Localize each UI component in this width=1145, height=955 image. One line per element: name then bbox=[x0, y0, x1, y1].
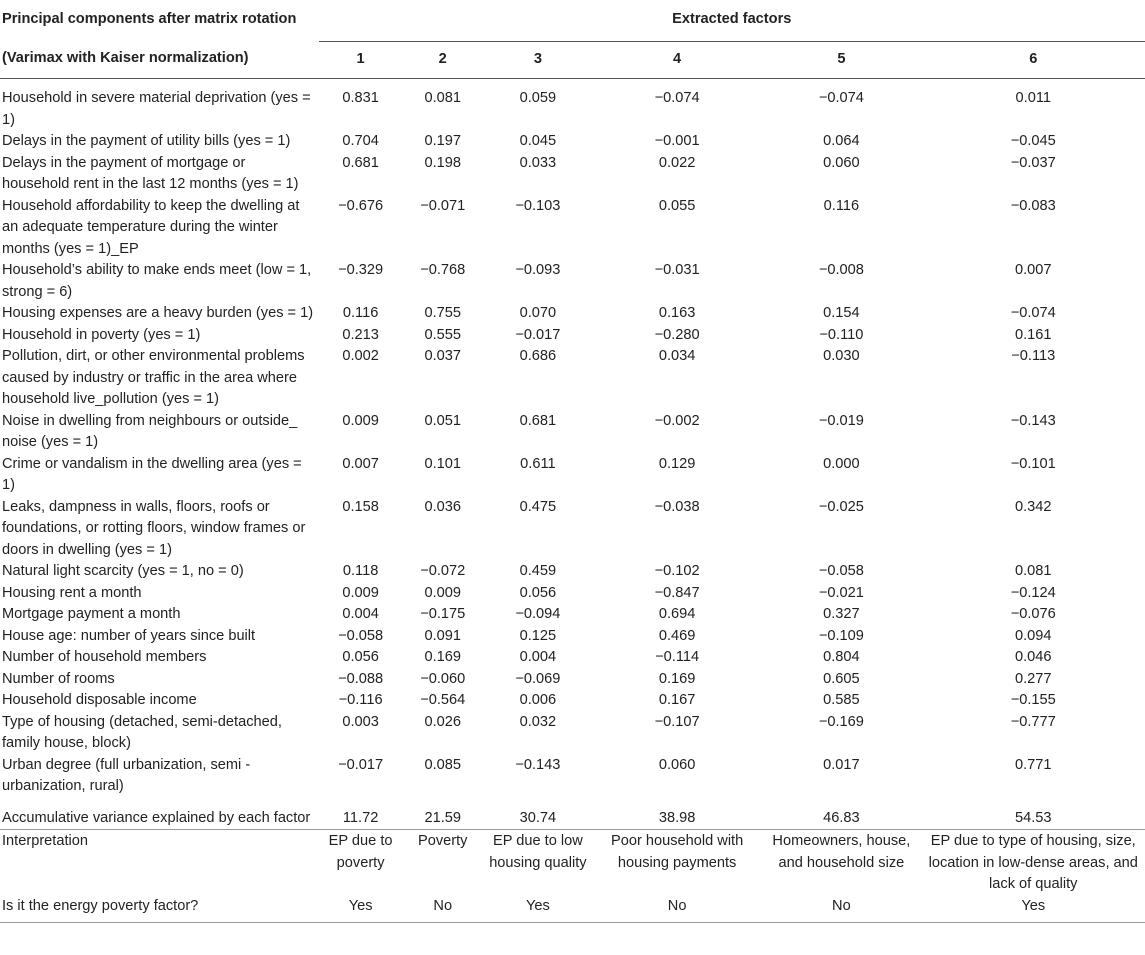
table-row bbox=[0, 669, 1145, 691]
table-row bbox=[0, 604, 1145, 626]
energy-poverty-cell: Yes bbox=[525, 897, 550, 914]
loading-cell: 0.081 bbox=[424, 90, 461, 106]
table-row bbox=[0, 454, 1145, 497]
table-row bbox=[0, 712, 1145, 755]
loading-cell: 0.032 bbox=[519, 713, 557, 730]
interpretation-row bbox=[0, 830, 1145, 896]
loading-cell: 0.004 bbox=[342, 606, 379, 622]
variance-cell: 11.72 bbox=[342, 809, 379, 826]
loading-cell: −0.072 bbox=[420, 563, 466, 579]
loading-cell: 0.002 bbox=[342, 348, 379, 364]
row-label: Mortgage payment a month bbox=[2, 606, 181, 622]
loading-cell: −0.058 bbox=[818, 563, 864, 579]
factor-header: 2 bbox=[403, 41, 483, 79]
loading-cell: −0.114 bbox=[655, 649, 700, 665]
loading-cell: −0.038 bbox=[654, 498, 700, 515]
loading-cell: −0.019 bbox=[818, 412, 864, 429]
loading-cell: 0.116 bbox=[342, 305, 379, 321]
row-label: Type of housing (detached, semi-detached, family house, block) bbox=[2, 713, 282, 751]
loading-cell: 0.704 bbox=[342, 133, 379, 149]
row-label: Crime or vandalism in the dwelling area (yes = 1) bbox=[2, 455, 302, 493]
row-label: Interpretation bbox=[2, 833, 88, 849]
row-label: House age: number of years since built bbox=[2, 627, 256, 644]
loading-cell: 0.154 bbox=[823, 305, 860, 321]
loading-cell: 0.037 bbox=[424, 348, 461, 364]
loading-cell: −0.017 bbox=[515, 326, 561, 343]
loading-cell: 0.026 bbox=[424, 713, 461, 730]
table-row bbox=[0, 303, 1145, 325]
variance-cell: 38.98 bbox=[658, 809, 696, 826]
loading-cell: 0.033 bbox=[519, 154, 557, 171]
loading-cell: −0.113 bbox=[1011, 348, 1056, 364]
variance-cell: 30.74 bbox=[519, 809, 557, 826]
loading-cell: 0.017 bbox=[823, 756, 860, 773]
loading-cell: −0.107 bbox=[654, 713, 700, 730]
loading-cell: 0.064 bbox=[823, 133, 860, 149]
loading-cell: −0.109 bbox=[818, 627, 864, 644]
loading-cell: 0.605 bbox=[823, 670, 860, 687]
loading-cell: −0.008 bbox=[818, 262, 864, 278]
loading-cell: 0.060 bbox=[823, 154, 860, 171]
loading-cell: 0.011 bbox=[1015, 90, 1051, 106]
factor-header: 1 bbox=[319, 41, 403, 79]
table-row bbox=[0, 626, 1145, 648]
loading-cell: −0.777 bbox=[1010, 713, 1056, 730]
table-row bbox=[0, 497, 1145, 562]
loading-cell: −0.564 bbox=[420, 692, 466, 708]
factor-header: 6 bbox=[922, 41, 1145, 79]
loading-cell: −0.045 bbox=[1010, 133, 1056, 149]
loading-cell: −0.110 bbox=[819, 326, 864, 343]
loading-cell: −0.025 bbox=[818, 498, 864, 515]
loading-cell: 0.101 bbox=[424, 455, 461, 472]
row-label: Household disposable income bbox=[2, 692, 197, 708]
loading-cell: 0.277 bbox=[1014, 670, 1052, 687]
loading-cell: 0.755 bbox=[424, 305, 461, 321]
loading-cell: −0.060 bbox=[420, 670, 466, 687]
row-label: Delays in the payment of mortgage or household rent in the last 12 months (yes = 1) bbox=[2, 154, 299, 192]
row-label: Housing expenses are a heavy burden (yes = 1) bbox=[2, 305, 314, 321]
loading-cell: 0.056 bbox=[342, 649, 379, 665]
interpretation-cell: EP due to poverty bbox=[328, 833, 393, 871]
table-row bbox=[0, 153, 1145, 196]
loading-cell: −0.021 bbox=[818, 584, 864, 601]
loading-cell: 0.831 bbox=[342, 90, 379, 106]
loading-cell: 0.169 bbox=[424, 649, 461, 665]
loading-cell: −0.002 bbox=[654, 412, 700, 429]
loading-cell: 0.197 bbox=[424, 133, 461, 149]
loading-cell: 0.167 bbox=[658, 692, 696, 708]
loading-cell: 0.555 bbox=[424, 326, 461, 343]
row-label: Is it the energy poverty factor? bbox=[2, 897, 199, 914]
loading-cell: 0.585 bbox=[823, 692, 860, 708]
loading-cell: 0.342 bbox=[1014, 498, 1052, 515]
loading-cell: 0.771 bbox=[1014, 756, 1052, 773]
loading-cell: −0.069 bbox=[515, 670, 561, 687]
loading-cell: 0.059 bbox=[519, 90, 557, 106]
loading-cell: −0.058 bbox=[338, 627, 384, 644]
loading-cell: 0.009 bbox=[342, 412, 379, 429]
loading-cell: −0.155 bbox=[1010, 692, 1056, 708]
table-row bbox=[0, 325, 1145, 347]
loading-cell: 0.681 bbox=[519, 412, 557, 429]
table-row bbox=[0, 79, 1145, 132]
loading-cell: 0.091 bbox=[424, 627, 461, 644]
table-row bbox=[0, 690, 1145, 712]
table-row bbox=[0, 561, 1145, 583]
row-label: Leaks, dampness in walls, floors, roofs or foundations, or rotting floors, window frames or doors in dwelling (yes = 1) bbox=[2, 498, 306, 558]
interpretation-cell: EP due to low housing quality bbox=[489, 833, 587, 871]
loading-cell: −0.124 bbox=[1010, 584, 1056, 601]
loading-cell: −0.094 bbox=[515, 606, 561, 622]
loading-cell: 0.094 bbox=[1014, 627, 1052, 644]
table-row bbox=[0, 196, 1145, 261]
loading-cell: 0.198 bbox=[424, 154, 461, 171]
loading-cell: 0.116 bbox=[823, 197, 860, 214]
loading-cell: 0.161 bbox=[1014, 326, 1052, 343]
loading-cell: 0.081 bbox=[1014, 563, 1052, 579]
loading-cell: −0.329 bbox=[338, 262, 384, 278]
loading-cell: 0.327 bbox=[823, 606, 860, 622]
row-label: Delays in the payment of utility bills (yes = 1) bbox=[2, 133, 291, 149]
loading-cell: −0.083 bbox=[1010, 197, 1056, 214]
loading-cell: −0.768 bbox=[420, 262, 466, 278]
loading-cell: 0.070 bbox=[519, 305, 557, 321]
loading-cell: 0.125 bbox=[519, 627, 557, 644]
energy-poverty-cell: Yes bbox=[1021, 897, 1046, 914]
loading-cell: 0.006 bbox=[519, 692, 557, 708]
row-label: Number of household members bbox=[2, 649, 207, 665]
loading-cell: 0.459 bbox=[519, 563, 557, 579]
loading-cell: −0.103 bbox=[515, 197, 561, 214]
variance-cell: 46.83 bbox=[823, 809, 860, 826]
table-row bbox=[0, 755, 1145, 798]
energy-poverty-cell: No bbox=[832, 897, 851, 914]
loading-cell: 0.036 bbox=[424, 498, 461, 515]
rotation-subtitle: (Varimax with Kaiser normalization) bbox=[2, 50, 249, 66]
loading-cell: 0.085 bbox=[424, 756, 461, 773]
interpretation-cell: Poor household with housing payments bbox=[610, 833, 744, 871]
row-label: Household’s ability to make ends meet (low = 1, strong = 6) bbox=[2, 262, 312, 300]
loading-cell: 0.611 bbox=[520, 455, 556, 472]
loading-cell: 0.169 bbox=[658, 670, 696, 687]
loading-cell: −0.676 bbox=[338, 197, 384, 214]
loading-cell: 0.129 bbox=[658, 455, 696, 472]
loading-cell: −0.093 bbox=[515, 262, 561, 278]
row-label: Noise in dwelling from neighbours or outside_ noise (yes = 1) bbox=[2, 412, 298, 450]
loading-cell: 0.475 bbox=[519, 498, 557, 515]
row-label: Natural light scarcity (yes = 1, no = 0) bbox=[2, 563, 244, 579]
row-label: Pollution, dirt, or other environmental problems caused by industry or traffic in the area where household live_pollution (yes = 1) bbox=[2, 348, 305, 407]
loading-cell: 0.056 bbox=[519, 584, 557, 601]
loading-cell: 0.694 bbox=[658, 606, 696, 622]
loading-cell: −0.175 bbox=[420, 606, 466, 622]
table-row bbox=[0, 647, 1145, 669]
energy-poverty-cell: Yes bbox=[348, 897, 373, 914]
variance-row bbox=[0, 798, 1145, 830]
factor-header: 3 bbox=[483, 41, 593, 79]
extracted-factors-header: Extracted factors bbox=[672, 11, 792, 27]
loading-cell: −0.074 bbox=[1010, 305, 1056, 321]
table-row bbox=[0, 583, 1145, 605]
loading-cell: 0.158 bbox=[342, 498, 379, 515]
loading-cell: −0.031 bbox=[654, 262, 700, 278]
loading-cell: 0.009 bbox=[342, 584, 379, 601]
loading-cell: −0.001 bbox=[654, 133, 700, 149]
loading-cell: −0.116 bbox=[338, 692, 383, 708]
loading-cell: 0.009 bbox=[424, 584, 461, 601]
loading-cell: −0.143 bbox=[1010, 412, 1056, 429]
row-label: Urban degree (full urbanization, semi -urbanization, rural) bbox=[2, 756, 251, 794]
loading-cell: 0.022 bbox=[658, 154, 696, 171]
table-title: Principal components after matrix rotation bbox=[2, 11, 297, 27]
table-row bbox=[0, 131, 1145, 153]
loading-cell: −0.101 bbox=[1010, 455, 1056, 472]
loading-cell: 0.045 bbox=[519, 133, 557, 149]
factor-header: 4 bbox=[593, 41, 761, 79]
table-row bbox=[0, 260, 1145, 303]
loading-cell: 0.213 bbox=[342, 326, 379, 343]
loading-cell: 0.469 bbox=[658, 627, 696, 644]
interpretation-cell: Poverty bbox=[417, 833, 468, 849]
loading-cell: 0.007 bbox=[1014, 262, 1052, 278]
row-label: Household in severe material deprivation (yes = 1) bbox=[2, 90, 311, 128]
loading-cell: −0.017 bbox=[338, 756, 384, 773]
interpretation-cell: EP due to type of housing, size, location in low-dense areas, and lack of quality bbox=[928, 833, 1138, 892]
loading-cell: 0.000 bbox=[823, 455, 860, 472]
factor-header: 5 bbox=[761, 41, 921, 79]
table-row bbox=[0, 346, 1145, 411]
loading-cell: 0.004 bbox=[519, 649, 557, 665]
loading-cell: 0.686 bbox=[519, 348, 557, 364]
loading-cell: −0.143 bbox=[515, 756, 561, 773]
energy-poverty-cell: No bbox=[433, 897, 453, 914]
energy-poverty-cell: No bbox=[667, 897, 687, 914]
variance-cell: 54.53 bbox=[1014, 809, 1052, 826]
row-label: Accumulative variance explained by each factor bbox=[2, 809, 311, 826]
loading-cell: 0.051 bbox=[424, 412, 461, 429]
loading-cell: −0.088 bbox=[338, 670, 384, 687]
interpretation-cell: Homeowners, house, and household size bbox=[772, 833, 911, 871]
loading-cell: 0.060 bbox=[658, 756, 696, 773]
row-label: Household in poverty (yes = 1) bbox=[2, 326, 201, 343]
loading-cell: 0.003 bbox=[342, 713, 379, 730]
row-label: Number of rooms bbox=[2, 670, 115, 687]
loading-cell: 0.163 bbox=[658, 305, 696, 321]
variance-cell: 21.59 bbox=[424, 809, 461, 826]
row-label: Housing rent a month bbox=[2, 584, 142, 601]
loading-cell: −0.074 bbox=[818, 90, 864, 106]
energy-poverty-row bbox=[0, 896, 1145, 923]
loading-cell: 0.034 bbox=[658, 348, 696, 364]
loading-cell: −0.169 bbox=[818, 713, 864, 730]
table-row bbox=[0, 411, 1145, 454]
loading-cell: −0.076 bbox=[1010, 606, 1056, 622]
loading-cell: −0.037 bbox=[1010, 154, 1056, 171]
loading-cell: 0.681 bbox=[342, 154, 379, 171]
loading-cell: −0.280 bbox=[654, 326, 700, 343]
loading-cell: −0.102 bbox=[654, 563, 700, 579]
loading-cell: −0.071 bbox=[420, 197, 466, 214]
loading-cell: −0.074 bbox=[654, 90, 700, 106]
row-label: Household affordability to keep the dwelling at an adequate temperature during the winter months (yes = 1)_EP bbox=[2, 197, 300, 257]
loading-cell: 0.118 bbox=[342, 563, 379, 579]
loading-cell: 0.030 bbox=[823, 348, 860, 364]
loading-cell: 0.055 bbox=[658, 197, 696, 214]
loading-cell: 0.804 bbox=[823, 649, 860, 665]
loading-cell: −0.847 bbox=[654, 584, 700, 601]
loading-cell: 0.007 bbox=[342, 455, 379, 472]
loading-cell: 0.046 bbox=[1014, 649, 1052, 665]
